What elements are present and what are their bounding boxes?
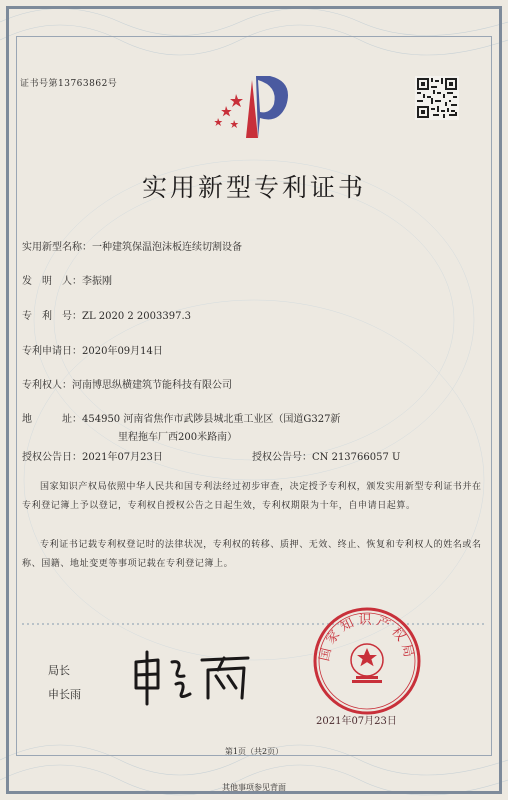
field-inventor xyxy=(22,272,112,287)
field-value: 李振刚 xyxy=(82,276,112,287)
field-value: 2020年09月14日 xyxy=(82,346,163,357)
field-address xyxy=(22,410,340,425)
director-title: 局长 xyxy=(48,664,70,677)
field-patentee xyxy=(22,376,232,391)
svg-text:国家知识产权局: 国家知识产权局 xyxy=(317,612,417,663)
field-filing-date xyxy=(22,342,163,357)
field-label: 地 址： xyxy=(22,414,82,425)
seal-date: 2021年07月23日 xyxy=(316,716,397,727)
field-label: 实用新型名称： xyxy=(22,242,92,253)
field-label: 专 利 号： xyxy=(22,311,82,322)
field-patent-number xyxy=(22,307,191,322)
field-value: 河南博思纵横建筑节能科技有限公司 xyxy=(72,380,232,391)
field-address-line2: 里程拖车厂西200米路南） xyxy=(118,432,238,443)
certificate-title: 实用新型专利证书 xyxy=(141,173,366,202)
footnote: 其他事项参见背面 xyxy=(222,783,286,792)
page-indicator: 第1页（共2页） xyxy=(224,747,284,756)
field-label: 授权公告号： xyxy=(252,452,312,463)
certificate-number: 证书号第13763862号 xyxy=(20,79,118,89)
field-label: 发 明 人： xyxy=(22,276,82,287)
field-utility-model-name xyxy=(22,238,242,253)
certificate-paragraph-2: 专利证书记载专利权登记时的法律状况，专利权的转移、质押、无效、终止、恢复和专利权人的姓名或名称、国籍、地址变更等事项记载在专利登记簿上。 xyxy=(22,540,482,569)
director-name: 申长雨 xyxy=(48,688,81,701)
qr-code-icon xyxy=(415,76,459,120)
field-value: ZL 2020 2 2003397.3 xyxy=(82,311,192,322)
director-signature xyxy=(128,648,258,708)
official-seal-icon xyxy=(312,606,422,716)
cnipa-logo-icon xyxy=(208,72,298,142)
field-label: 专利权人： xyxy=(22,380,72,391)
field-label: 授权公告日： xyxy=(22,452,82,463)
field-value: CN 213766057 U xyxy=(312,452,401,463)
field-grant-date xyxy=(22,448,163,463)
field-label: 专利申请日： xyxy=(22,346,82,357)
certificate-paragraph-1: 国家知识产权局依照中华人民共和国专利法经过初步审查，决定授予专利权，颁发实用新型专利证书并在专利登记簿上予以登记，专利权自授权公告之日起生效，专利权期限为十年，自申请日起算。 xyxy=(22,482,482,511)
field-value: 一种建筑保温泡沫板连续切割设备 xyxy=(92,242,242,253)
field-grant-number xyxy=(252,448,400,463)
field-value: 2021年07月23日 xyxy=(82,452,163,463)
field-value: 454950 河南省焦作市武陟县城北重工业区（国道G327新 xyxy=(82,414,341,425)
